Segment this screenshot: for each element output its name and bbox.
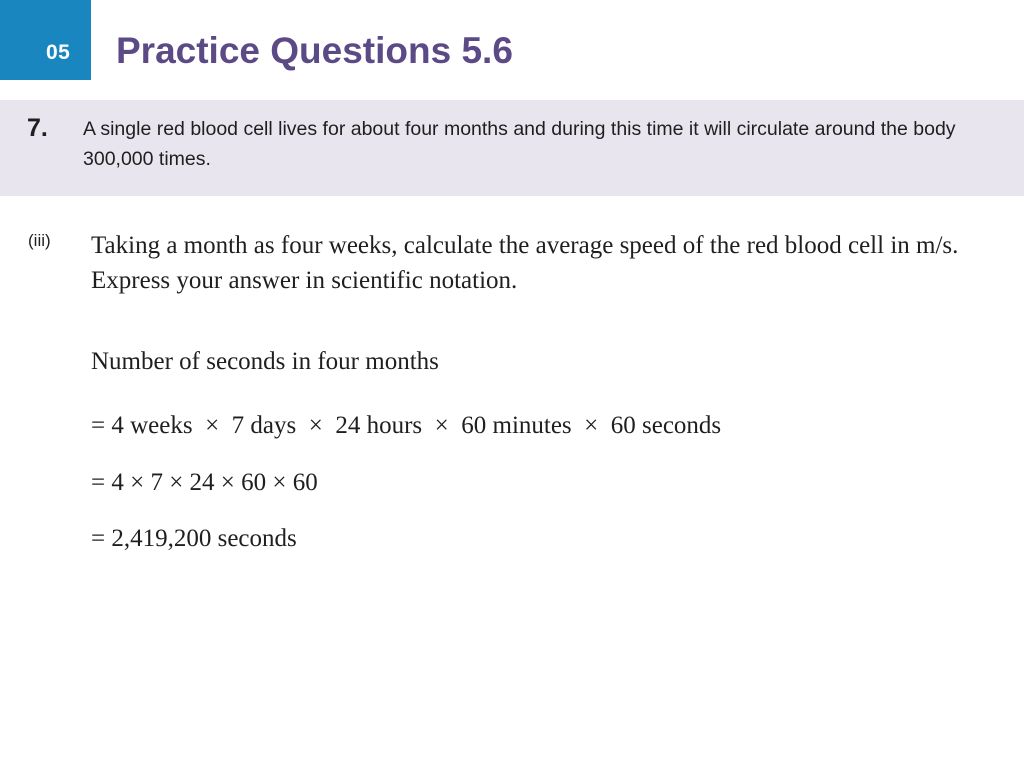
slide-title: Practice Questions 5.6	[116, 30, 513, 71]
part-label: (iii)	[28, 231, 51, 250]
working-heading: Number of seconds in four months	[91, 348, 439, 375]
question-banner	[0, 100, 1024, 196]
question-text: A single red blood cell lives for about four months and during this time it will circulate around the body 300,000 times.	[83, 118, 956, 170]
question-number: 7.	[27, 114, 48, 142]
working-line-1: = 4 weeks × 7 days × 24 hours × 60 minutes × 60 seconds	[91, 412, 722, 439]
working-line-3: = 2,419,200 seconds	[91, 525, 297, 552]
chapter-number: 05	[46, 41, 71, 64]
working-line-2: = 4 × 7 × 24 × 60 × 60	[91, 469, 318, 496]
part-question-text: Taking a month as four weeks, calculate the average speed of the red blood cell in m/s. Express your answer in scientific notation.	[91, 232, 959, 294]
